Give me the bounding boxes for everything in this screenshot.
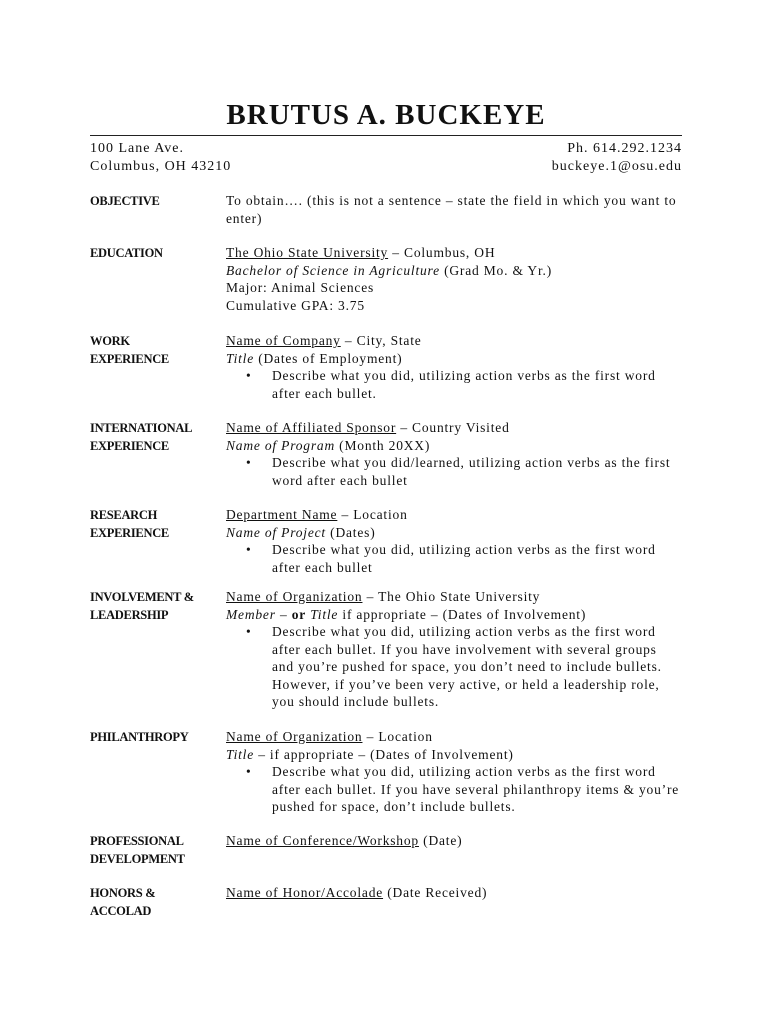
org-name: Name of Conference/Workshop xyxy=(226,833,419,848)
title-line: Title (Dates of Employment) xyxy=(226,350,403,366)
contact-info xyxy=(552,140,682,176)
gpa: Cumulative GPA: 3.75 xyxy=(226,297,365,313)
org-name: Department Name xyxy=(226,507,338,522)
title-line: Member – or Title if appropriate – (Dates of Involvement) xyxy=(226,606,587,622)
resume-page xyxy=(90,98,682,176)
section-label: PROFESSIONAL DEVELOPMENT xyxy=(90,834,185,866)
title-line: Name of Project (Dates) xyxy=(226,524,376,540)
contact-block xyxy=(90,140,682,176)
org-line: Name of Organization – The Ohio State University xyxy=(226,589,541,604)
org-name: Name of Organization xyxy=(226,589,363,604)
list-item: • Describe what you did, utilizing action verbs as the first word after each bullet. If you have several philanthropy items & you’re pushed for space, don’t include bullets. xyxy=(246,764,680,814)
address xyxy=(90,140,231,176)
title-line: Name of Program (Month 20XX) xyxy=(226,437,431,453)
org-name: Name of Organization xyxy=(226,729,363,744)
org-line: Department Name – Location xyxy=(226,507,408,522)
email: buckeye.1@osu.edu xyxy=(551,159,682,174)
section-label: WORK EXPERIENCE xyxy=(90,334,169,366)
school-line: The Ohio State University – Columbus, OH xyxy=(226,245,496,260)
bullet-icon: • xyxy=(246,624,252,639)
section-label: EDUCATION xyxy=(90,246,163,260)
list-item: • Describe what you did, utilizing action verbs as the first word after each bullet. If you have involvement with several groups and you’re pushed for space, you don’t need to include bullets. However, if you’ve been very active, or held a leadership role, you should include bullets. xyxy=(246,624,662,709)
address-line-2: Columbus, OH 43210 xyxy=(90,159,232,174)
objective-text: To obtain…. (this is not a sentence – state the field in which you want to enter) xyxy=(226,193,677,226)
school-name: The Ohio State University xyxy=(226,245,389,260)
section-research xyxy=(90,506,682,576)
org-line: Name of Organization – Location xyxy=(226,729,433,744)
bullet-icon: • xyxy=(246,542,252,557)
phone: Ph. 614.292.1234 xyxy=(567,141,682,156)
title-line: Title – if appropriate – (Dates of Involvement) xyxy=(226,746,514,762)
list-item: • Describe what you did/learned, utilizing action verbs as the first word after each bullet xyxy=(246,455,671,488)
section-professional-development xyxy=(90,832,682,868)
section-label: PHILANTHROPY xyxy=(90,730,189,744)
list-item: • Describe what you did, utilizing action verbs as the first word after each bullet xyxy=(246,542,656,575)
section-honors xyxy=(90,884,682,920)
org-line: Name of Conference/Workshop (Date) xyxy=(226,833,463,848)
section-international xyxy=(90,419,682,489)
section-work xyxy=(90,332,682,402)
section-label: HONORS & ACCOLAD xyxy=(90,886,156,918)
section-objective xyxy=(90,192,682,227)
resume-name: BRUTUS A. BUCKEYE xyxy=(226,99,546,131)
org-name: Name of Company xyxy=(226,333,341,348)
section-label: INVOLVEMENT & LEADERSHIP xyxy=(90,590,194,622)
section-label: OBJECTIVE xyxy=(90,194,160,208)
org-line: Name of Honor/Accolade (Date Received) xyxy=(226,885,488,900)
section-education xyxy=(90,244,682,314)
degree: Bachelor of Science in Agriculture xyxy=(226,262,440,278)
degree-line: Bachelor of Science in Agriculture (Grad Mo. & Yr.) xyxy=(226,262,552,278)
section-label: INTERNATIONAL EXPERIENCE xyxy=(90,421,193,453)
bullet-icon: • xyxy=(246,455,252,470)
address-line-1: 100 Lane Ave. xyxy=(90,141,184,156)
section-philanthropy xyxy=(90,728,682,816)
org-line: Name of Company – City, State xyxy=(226,333,422,348)
org-name: Name of Affiliated Sponsor xyxy=(226,420,397,435)
org-line: Name of Affiliated Sponsor – Country Visited xyxy=(226,420,510,435)
bullet-icon: • xyxy=(246,368,252,383)
section-involvement xyxy=(90,588,682,711)
section-label: RESEARCH EXPERIENCE xyxy=(90,508,169,540)
major: Major: Animal Sciences xyxy=(226,280,375,295)
header-divider xyxy=(90,135,682,136)
list-item: • Describe what you did, utilizing action verbs as the first word after each bullet. xyxy=(246,368,656,401)
bullet-icon: • xyxy=(246,764,252,779)
org-name: Name of Honor/Accolade xyxy=(226,885,384,900)
